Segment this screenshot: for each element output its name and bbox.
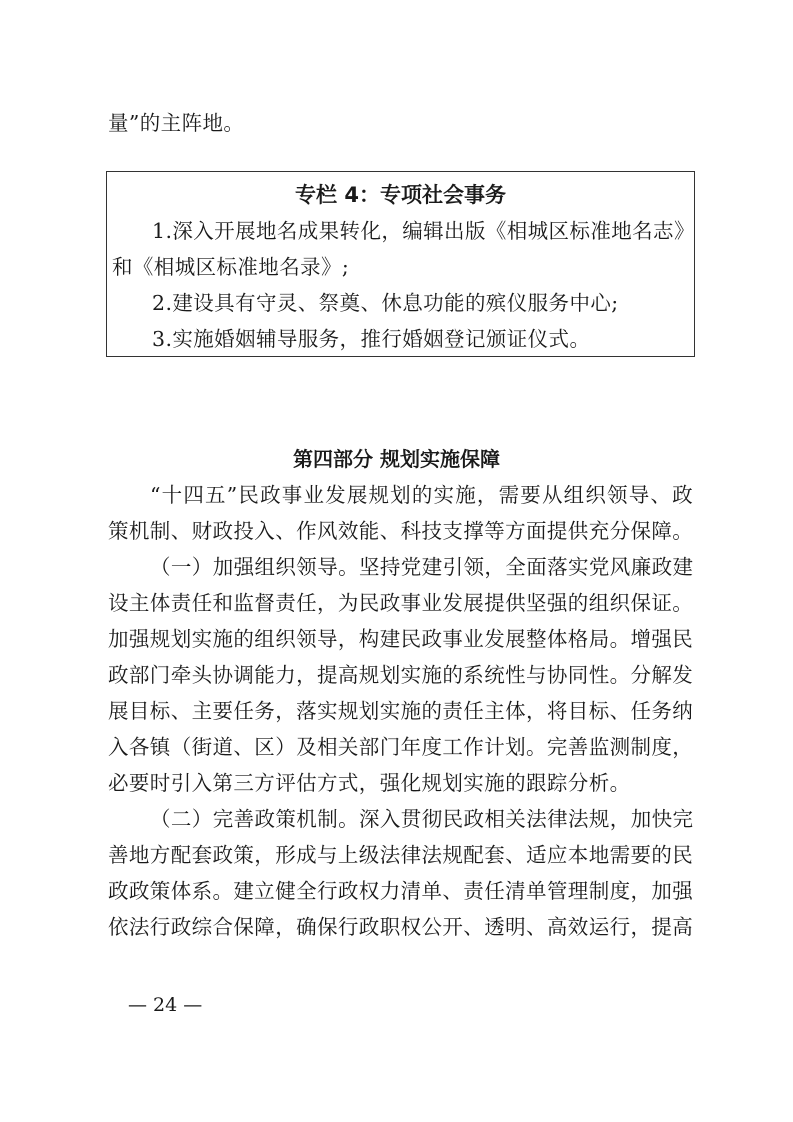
paragraph-1-line: 策机制、财政投入、作风效能、科技支撑等方面提供充分保障。 bbox=[108, 519, 694, 543]
paragraph-2-line: （一）加强组织领导。坚持党建引领，全面落实党风廉政建 bbox=[150, 555, 694, 579]
page-number: — 24 — bbox=[128, 994, 203, 1016]
paragraph-3-line: 依法行政综合保障，确保行政职权公开、透明、高效运行，提高 bbox=[108, 915, 694, 939]
section-title: 第四部分 规划实施保障 bbox=[293, 447, 500, 471]
paragraph-3-line: 善地方配套政策，形成与上级法律法规配套、适应本地需要的民 bbox=[108, 843, 694, 867]
paragraph-1-line: “十四五”民政事业发展规划的实施，需要从组织领导、政 bbox=[150, 483, 693, 507]
paragraph-2-line: 展目标、主要任务，落实规划实施的责任主体，将目标、任务纳 bbox=[108, 699, 694, 723]
sidebar-item-1-line-1: 1.深入开展地名成果转化，编辑出版《相城区标准地名志》 bbox=[152, 219, 695, 243]
paragraph-2-line: 加强规划实施的组织领导，构建民政事业发展整体格局。增强民 bbox=[108, 627, 694, 651]
sidebar-item-2: 2.建设具有守灵、祭奠、休息功能的殡仪服务中心; bbox=[152, 291, 619, 315]
continuation-text: 量”的主阵地。 bbox=[108, 111, 245, 135]
paragraph-2-line: 入各镇（街道、区）及相关部门年度工作计划。完善监测制度， bbox=[108, 735, 694, 759]
sidebar-item-3: 3.实施婚姻辅导服务，推行婚姻登记颁证仪式。 bbox=[152, 327, 591, 351]
paragraph-3-line: （二）完善政策机制。深入贯彻民政相关法律法规，加快完 bbox=[150, 807, 694, 831]
paragraph-2-line: 政部门牵头协调能力，提高规划实施的系统性与协同性。分解发 bbox=[108, 663, 694, 687]
paragraph-3-line: 政政策体系。建立健全行政权力清单、责任清单管理制度，加强 bbox=[108, 879, 694, 903]
paragraph-2-line: 必要时引入第三方评估方式，强化规划实施的跟踪分析。 bbox=[108, 771, 631, 795]
sidebar-box-title: 专栏 4：专项社会事务 bbox=[295, 183, 506, 207]
paragraph-2-line: 设主体责任和监督责任，为民政事业发展提供坚强的组织保证。 bbox=[108, 591, 694, 615]
sidebar-item-1-line-2: 和《相城区标准地名录》; bbox=[112, 255, 350, 279]
